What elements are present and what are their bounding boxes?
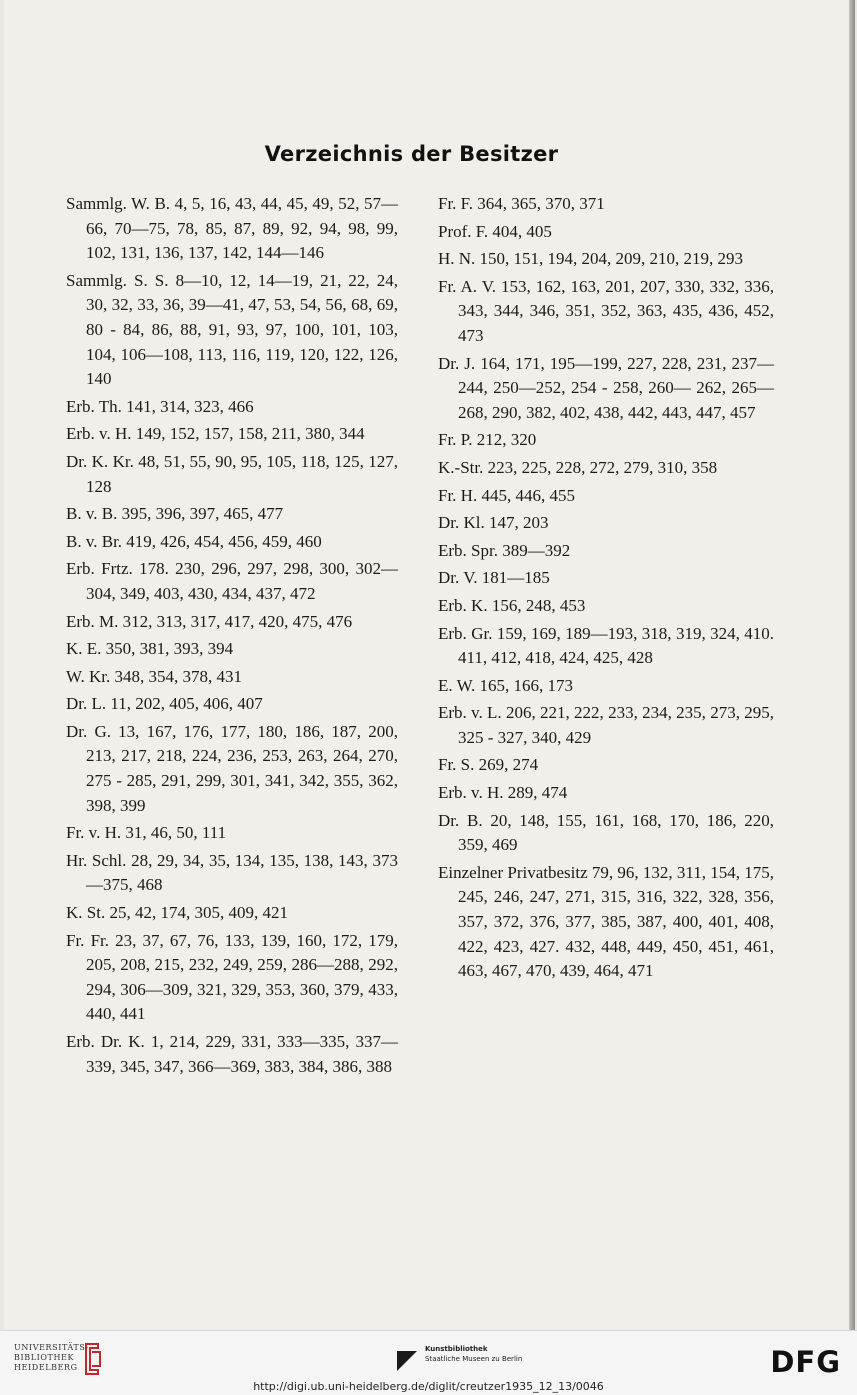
uni-logo-line: BIBLIOTHEK (14, 1353, 75, 1362)
kunstbibliothek-subtitle: Staatliche Museen zu Berlin (425, 1355, 523, 1363)
owner-entry: Erb. v. H. 289, 474 (438, 783, 568, 803)
owner-entry: Dr. G. 13, 167, 176, 177, 180, 186, 187, 200, 213, 217, 218, 224, 236, 253, 263, 264, 270, 275 - 285, 291, 299, 301, 341, 342, 355, 362, 398, 399 (66, 721, 398, 815)
owner-entry: B. v. Br. 419, 426, 454, 456, 459, 460 (66, 531, 322, 551)
owner-entry: Dr. L. 11, 202, 405, 406, 407 (66, 694, 263, 714)
owner-entry: Dr. Kl. 147, 203 (438, 513, 549, 533)
kunstbibliothek-title: Kunstbibliothek (425, 1345, 488, 1353)
source-url-link[interactable]: http://digi.ub.uni-heidelberg.de/diglit/creutzer1935_12_13/0046 (253, 1380, 604, 1393)
uni-logo-line: HEIDELBERG (14, 1363, 78, 1372)
kunstbibliothek-logo-icon (395, 1349, 419, 1373)
owner-entry: Erb. Th. 141, 314, 323, 466 (66, 396, 254, 416)
page-title: Verzeichnis der Besitzer (264, 142, 559, 166)
owner-entry: Fr. H. 445, 446, 455 (438, 485, 575, 505)
owner-entry: Erb. M. 312, 313, 317, 417, 420, 475, 476 (66, 611, 353, 631)
kunstbibliothek-label[interactable] (425, 1344, 522, 1364)
owner-entry: Erb. Frtz. 178. 230, 296, 297, 298, 300, 302— 304, 349, 403, 430, 434, 437, 472 (66, 559, 398, 603)
owner-entry: Fr. S. 269, 274 (438, 755, 539, 775)
dfg-logo[interactable]: DFG (770, 1345, 841, 1379)
uni-logo-line: UNIVERSITÄTS- (14, 1343, 90, 1352)
owner-entry: Erb. Spr. 389—392 (438, 540, 571, 560)
right-column (438, 192, 774, 987)
owner-entry: K. St. 25, 42, 174, 305, 409, 421 (66, 903, 288, 923)
owner-entry: Fr. Fr. 23, 37, 67, 76, 133, 139, 160, 172, 179, 205, 208, 215, 232, 249, 259, 286—288, 292, 294, 306—309, 321, 329, 353, 360, 379, 433, 440, 441 (66, 930, 398, 1024)
owner-entry: Erb. Dr. K. 1, 214, 229, 331, 333—335, 337—339, 345, 347, 366—369, 383, 384, 386, 388 (66, 1032, 398, 1076)
owner-entry: E. W. 165, 166, 173 (438, 675, 574, 695)
owner-entry: Fr. F. 364, 365, 370, 371 (438, 194, 605, 213)
owner-entry: K. E. 350, 381, 393, 394 (66, 639, 234, 659)
owner-entry: K.-Str. 223, 225, 228, 272, 279, 310, 358 (438, 457, 718, 477)
owner-entry: Sammlg. S. S. 8—10, 12, 14—19, 21, 22, 24, 30, 32, 33, 36, 39—41, 47, 53, 54, 56, 68, 69, 80 - 84, 86, 88, 91, 93, 97, 100, 101, 103, 104, 106—108, 113, 116, 119, 120, 122, 126, 140 (66, 270, 398, 389)
owner-entry: Fr. P. 212, 320 (438, 430, 537, 450)
owner-entry: Erb. v. L. 206, 221, 222, 233, 234, 235, 273, 295, 325 - 327, 340, 429 (438, 703, 774, 747)
left-column (66, 192, 398, 1082)
owner-entry: Fr. v. H. 31, 46, 50, 111 (66, 823, 227, 843)
owner-entry: Prof. F. 404, 405 (438, 221, 552, 241)
owner-entry: Hr. Schl. 28, 29, 34, 35, 134, 135, 138, 143, 373—375, 468 (66, 850, 398, 895)
owner-entry: Erb. K. 156, 248, 453 (438, 595, 586, 615)
scanned-page (4, 0, 855, 1330)
owner-entry: W. Kr. 348, 354, 378, 431 (66, 666, 242, 686)
owner-entry: Erb. Gr. 159, 169, 189—193, 318, 319, 324, 410. 411, 412, 418, 424, 425, 428 (438, 623, 774, 668)
owner-entry: H. N. 150, 151, 194, 204, 209, 210, 219, 293 (438, 249, 744, 269)
owner-entry: Dr. J. 164, 171, 195—199, 227, 228, 231, 237— 244, 250—252, 254 - 258, 260— 262, 265—268, 290, 382, 402, 438, 442, 443, 447, 457 (438, 353, 774, 422)
owner-entry: Dr. K. Kr. 48, 51, 55, 90, 95, 105, 118, 125, 127, 128 (66, 451, 398, 496)
owner-entry: B. v. B. 395, 396, 397, 465, 477 (66, 504, 284, 524)
university-library-logo[interactable] (14, 1343, 89, 1373)
owner-entry: Dr. V. 181—185 (438, 568, 550, 588)
owner-entry: Fr. A. V. 153, 162, 163, 201, 207, 330, 332, 336, 343, 344, 346, 351, 352, 363, 435, 436, 452, 473 (438, 276, 774, 345)
page-edge-shadow (849, 0, 855, 1330)
owner-entry: Erb. v. H. 149, 152, 157, 158, 211, 380, 344 (66, 424, 365, 444)
owner-entry: Dr. B. 20, 148, 155, 161, 168, 170, 186, 220, 359, 469 (438, 810, 774, 855)
owner-entry: Sammlg. W. B. 4, 5, 16, 43, 44, 45, 49, 52, 57—66, 70—75, 78, 85, 87, 89, 92, 94, 98, 99, 102, 131, 136, 137, 142, 144—146 (66, 194, 398, 263)
owner-entry: Einzelner Privatbesitz 79, 96, 132, 311, 154, 175, 245, 246, 247, 271, 315, 316, 322, 328, 356, 357, 372, 376, 377, 385, 387, 400, 401, 408, 422, 423, 427. 432, 448, 449, 450, 451, 461, 463, 467, 470, 439, 464, 471 (438, 862, 775, 981)
university-emblem-icon (80, 1342, 104, 1376)
